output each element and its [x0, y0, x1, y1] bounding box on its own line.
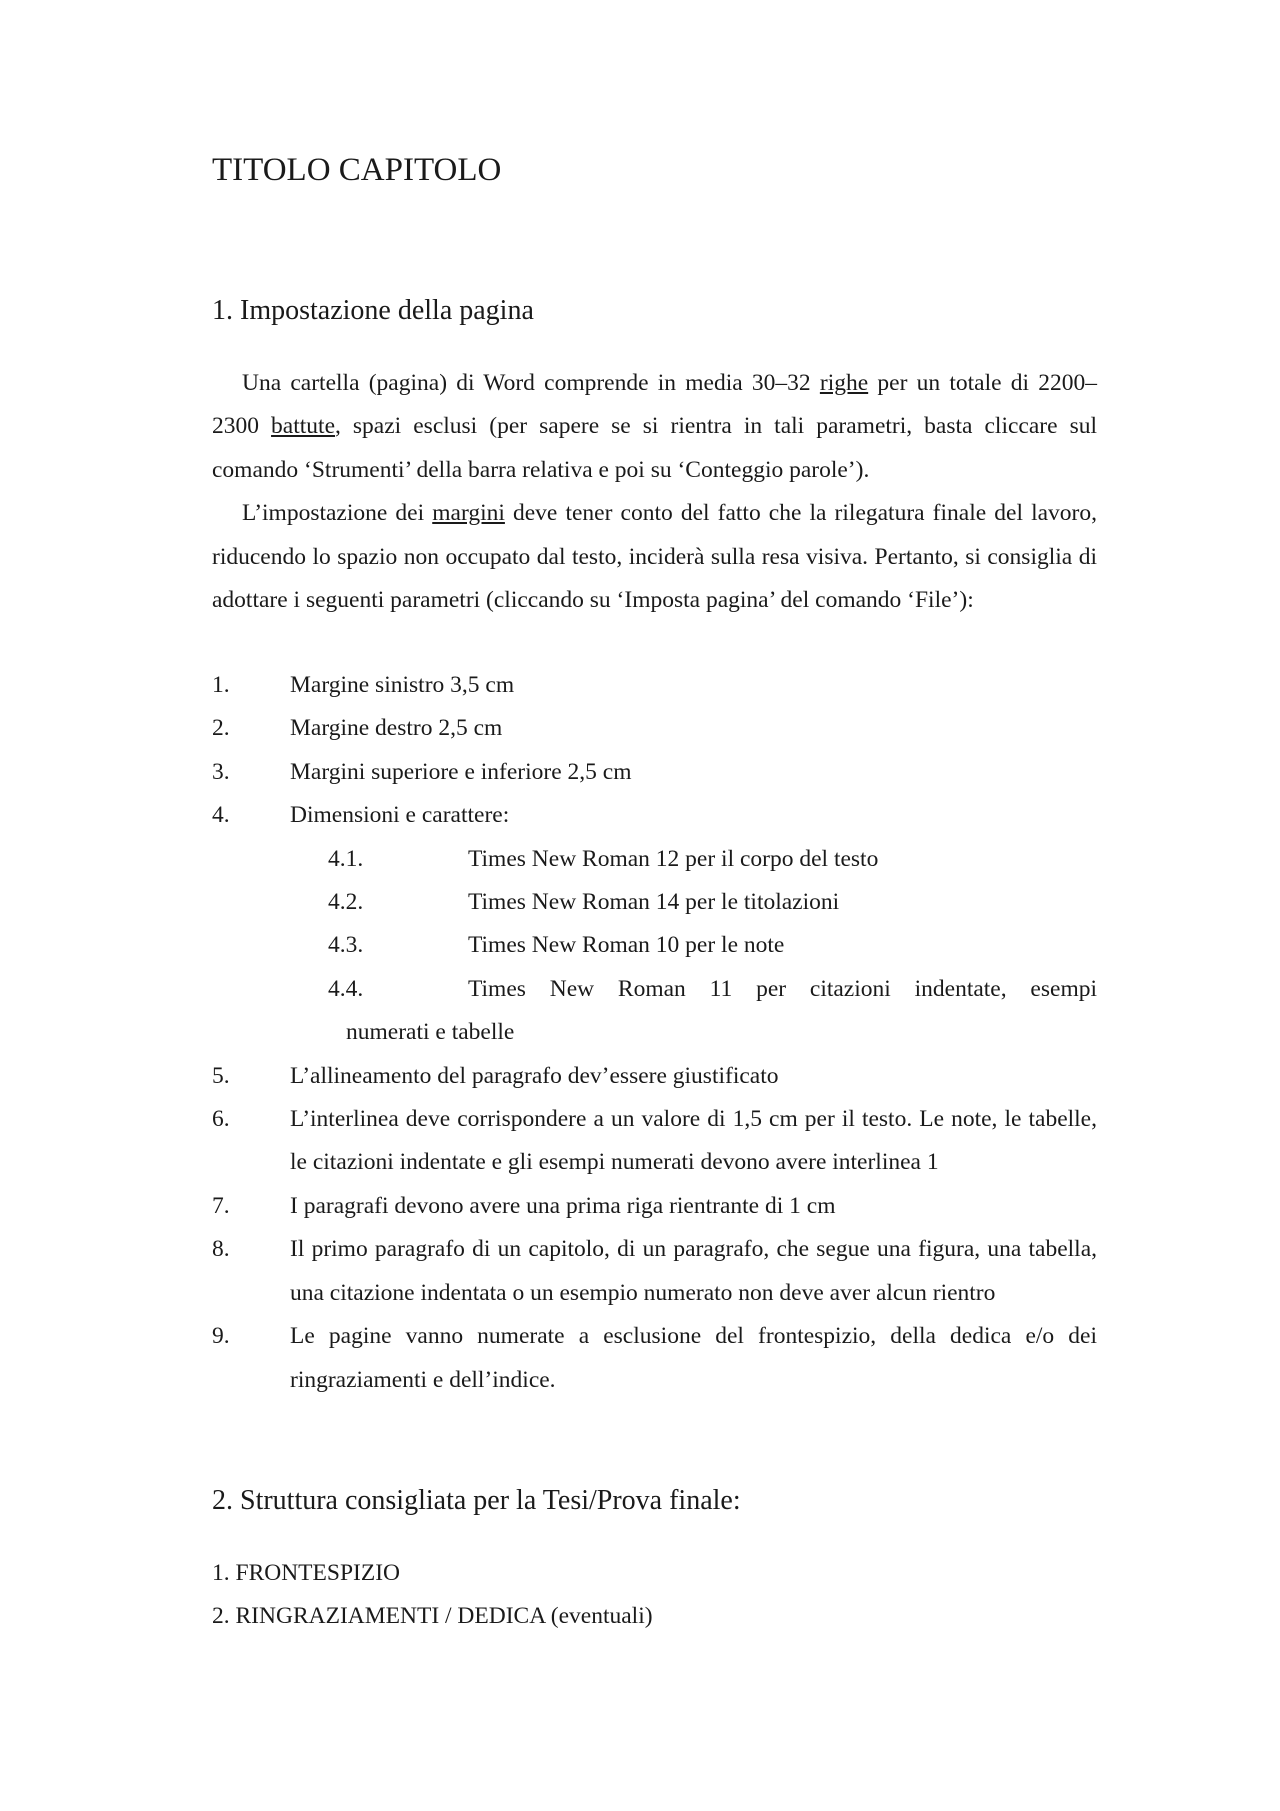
section-heading-1: 1. Impostazione della pagina — [212, 295, 534, 326]
list-item — [212, 1185, 1097, 1228]
list-item — [212, 751, 1097, 794]
sublist-item-text: Times New Roman 10 per le note — [468, 932, 785, 959]
list-item-number: 7. — [212, 1192, 230, 1219]
structure-list — [212, 1552, 1097, 1639]
righe-link[interactable]: righe — [819, 370, 869, 396]
list-item-number: 1. — [212, 672, 230, 698]
list-item-number: 8. — [212, 1236, 230, 1263]
sublist-item-text: Times New Roman 11 per citazioni indentate, esempi — [468, 975, 1097, 1002]
list-item-text: Margini superiore e inferiore 2,5 cm — [290, 758, 632, 785]
sublist-item-number: 4.4. — [328, 975, 364, 1002]
sublist-item-text: Times New Roman 14 per le titolazioni — [468, 889, 840, 916]
paragraph-1-text-a: Una cartella (pagina) di Word comprende in media 30–32 — [242, 370, 820, 396]
sublist-item — [212, 881, 1097, 924]
list-item — [212, 1315, 1097, 1402]
battute-link[interactable]: battute — [271, 413, 335, 440]
list-item-text: Le pagine vanno numerate a esclusione del frontespizio, della dedica e/o dei ringraziamenti e dell’indice. — [290, 1323, 1097, 1393]
list-item-text: Il primo paragrafo di un capitolo, di un paragrafo, che segue una figura, una tabella, una citazione indentata o un esempio numerato non deve aver alcun rientro — [290, 1236, 1097, 1306]
structure-item: 2. RINGRAZIAMENTI / DEDICA (eventuali) — [212, 1603, 653, 1630]
sublist-item-text-continued: numerati e tabelle — [346, 1019, 515, 1046]
sublist-item-number: 4.2. — [328, 889, 364, 916]
paragraph-2-text-a: L’impostazione dei — [242, 500, 433, 527]
list-item-text: I paragrafi devono avere una prima riga rientrante di 1 cm — [290, 1192, 836, 1219]
sublist-item-number: 4.1. — [328, 845, 364, 872]
section-1-body — [212, 362, 1097, 622]
list-item-number: 2. — [212, 715, 230, 742]
list-item-text: L’interlinea deve corrispondere a un valore di 1,5 cm per il testo. Le note, le tabelle, le citazioni indentate e gli esempi numerati devono avere interlinea 1 — [290, 1106, 1097, 1176]
paragraph-1-text-c: , spazi esclusi (per sapere se si rientra in tali parametri, basta cliccare sul comando ‘Strumenti’ della barra relativa e poi su ‘Conteggio parole’). — [212, 413, 1098, 483]
list-item-text: Margine destro 2,5 cm — [290, 715, 503, 742]
list-item-text: Dimensioni e carattere: — [290, 802, 510, 829]
list-item — [212, 1098, 1097, 1185]
list-item-text: L’allineamento del paragrafo dev’essere giustificato — [290, 1062, 779, 1089]
list-item-number: 6. — [212, 1106, 230, 1133]
list-item — [212, 1055, 1097, 1098]
sublist-item — [212, 924, 1097, 967]
sublist-item-text: Times New Roman 12 per il corpo del testo — [468, 845, 879, 872]
list-item — [212, 707, 1097, 750]
list-item-text: Margine sinistro 3,5 cm — [290, 672, 515, 698]
chapter-title: TITOLO CAPITOLO — [212, 152, 502, 188]
margini-link[interactable]: margini — [432, 500, 505, 527]
paragraph-2 — [212, 492, 1097, 622]
list-item-number: 9. — [212, 1323, 230, 1350]
sublist-item-number: 4.3. — [328, 932, 364, 959]
list-item-number: 3. — [212, 758, 230, 785]
list-item — [212, 794, 1097, 837]
paragraph-1 — [212, 362, 1097, 492]
sublist-item — [212, 838, 1097, 881]
section-heading-2: 2. Struttura consigliata per la Tesi/Prova finale: — [212, 1485, 741, 1516]
list-item — [212, 1228, 1097, 1315]
paragraph-1-text-b: per un totale di 2200–2300 — [212, 370, 1097, 440]
sublist-item — [212, 968, 1097, 1055]
settings-list — [212, 664, 1097, 1402]
paragraph-2-text-b: deve tener conto del fatto che la rilegatura finale del lavoro, riducendo lo spazio non occupato dal testo, inciderà sulla resa visiva. Pertanto, si consiglia di adottare i seguenti parametri (cliccando su ‘Imposta pagina’ del comando ‘File’): — [212, 500, 1097, 614]
structure-item: 1. FRONTESPIZIO — [212, 1560, 401, 1586]
list-item-number: 4. — [212, 802, 230, 829]
list-item — [212, 664, 1097, 707]
list-item-number: 5. — [212, 1062, 230, 1089]
